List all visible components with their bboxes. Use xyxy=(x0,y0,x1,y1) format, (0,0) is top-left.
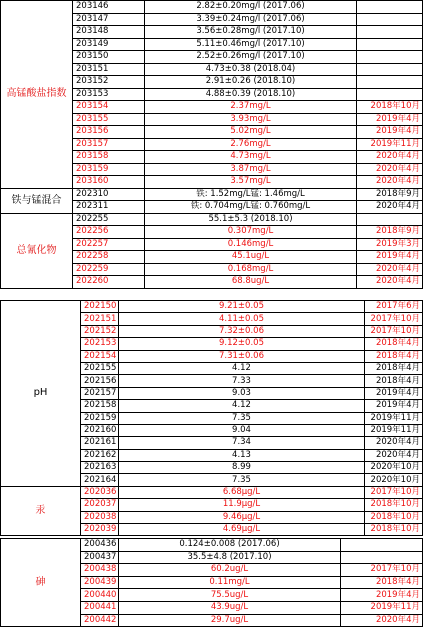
date-cell: 2018年4月 xyxy=(341,576,423,589)
date-cell: 2017年10月 xyxy=(341,564,423,577)
value-cell: 75.5ug/L xyxy=(119,589,341,602)
value-cell: 29.7ug/L xyxy=(119,614,341,627)
date-cell: 2018年9月 xyxy=(357,188,423,201)
code-cell: 202310 xyxy=(73,188,145,201)
code-cell: 202156 xyxy=(81,375,119,387)
code-cell: 200436 xyxy=(81,539,119,552)
code-cell: 202039 xyxy=(81,524,119,536)
date-cell: 2018年10月 xyxy=(365,499,423,511)
value-cell: 5.11±0.46mg/l (2017.10) xyxy=(145,38,357,51)
date-cell xyxy=(357,1,423,14)
code-cell: 203149 xyxy=(73,38,145,51)
date-cell: 2020年4月 xyxy=(357,263,423,276)
date-cell: 2018年10月 xyxy=(357,101,423,114)
table-row xyxy=(1,539,423,552)
value-cell: 3.56±0.28mg/l (2017.10) xyxy=(145,26,357,39)
date-cell: 2018年9月 xyxy=(357,226,423,239)
code-cell: 202151 xyxy=(81,313,119,325)
value-cell: 2.82±0.20mg/l (2017.06) xyxy=(145,1,357,14)
data-table xyxy=(0,0,423,289)
value-cell: 7.35 xyxy=(119,412,365,424)
value-cell: 0.168mg/L xyxy=(145,263,357,276)
data-table xyxy=(0,538,423,627)
value-cell: 68.8ug/L xyxy=(145,276,357,289)
value-cell: 4.12 xyxy=(119,362,365,374)
date-cell: 2020年4月 xyxy=(357,151,423,164)
date-cell: 2020年10月 xyxy=(365,462,423,474)
code-cell: 202162 xyxy=(81,449,119,461)
value-cell: 3.57mg/L xyxy=(145,176,357,189)
date-cell: 2018年10月 xyxy=(365,511,423,523)
table-section-3 xyxy=(0,538,423,627)
code-cell: 202153 xyxy=(81,338,119,350)
category-cell: 高锰酸盐指数 xyxy=(1,1,73,189)
date-cell: 2017年10月 xyxy=(365,313,423,325)
value-cell: 43.9ug/L xyxy=(119,601,341,614)
value-cell: 9.21±0.05 xyxy=(119,301,365,313)
code-cell: 202038 xyxy=(81,511,119,523)
date-cell: 2019年4月 xyxy=(341,589,423,602)
code-cell: 202152 xyxy=(81,325,119,337)
value-cell: 7.34 xyxy=(119,437,365,449)
date-cell: 2020年4月 xyxy=(357,276,423,289)
code-cell: 202256 xyxy=(73,226,145,239)
date-cell: 2018年4月 xyxy=(365,338,423,350)
value-cell: 4.69μg/L xyxy=(119,524,365,536)
value-cell: 11.9μg/L xyxy=(119,499,365,511)
code-cell: 203155 xyxy=(73,113,145,126)
code-cell: 202037 xyxy=(81,499,119,511)
value-cell: 7.31±0.06 xyxy=(119,350,365,362)
table-section-2 xyxy=(0,300,423,536)
value-cell: 9.04 xyxy=(119,424,365,436)
date-cell: 2019年11月 xyxy=(341,601,423,614)
date-cell xyxy=(341,539,423,552)
value-cell: 3.93mg/L xyxy=(145,113,357,126)
code-cell: 202260 xyxy=(73,276,145,289)
code-cell: 203156 xyxy=(73,126,145,139)
date-cell: 2020年4月 xyxy=(341,614,423,627)
date-cell: 2019年4月 xyxy=(357,126,423,139)
code-cell: 202158 xyxy=(81,400,119,412)
date-cell xyxy=(357,76,423,89)
date-cell xyxy=(357,63,423,76)
value-cell: 7.33 xyxy=(119,375,365,387)
code-cell: 202164 xyxy=(81,474,119,486)
table-section-1 xyxy=(0,0,423,289)
value-cell: 5.02mg/L xyxy=(145,126,357,139)
date-cell: 2017年10月 xyxy=(365,325,423,337)
value-cell: 7.32±0.06 xyxy=(119,325,365,337)
date-cell: 2018年4月 xyxy=(365,350,423,362)
code-cell: 202258 xyxy=(73,251,145,264)
date-cell: 2017年6月 xyxy=(365,301,423,313)
date-cell xyxy=(357,13,423,26)
code-cell: 203152 xyxy=(73,76,145,89)
code-cell: 202159 xyxy=(81,412,119,424)
code-cell: 202160 xyxy=(81,424,119,436)
date-cell xyxy=(357,88,423,101)
code-cell: 203151 xyxy=(73,63,145,76)
code-cell: 202257 xyxy=(73,238,145,251)
code-cell: 203160 xyxy=(73,176,145,189)
date-cell: 2020年4月 xyxy=(357,176,423,189)
code-cell: 200440 xyxy=(81,589,119,602)
date-cell: 2019年11月 xyxy=(357,138,423,151)
table-row xyxy=(1,213,423,226)
date-cell: 2018年4月 xyxy=(365,375,423,387)
value-cell: 9.12±0.05 xyxy=(119,338,365,350)
code-cell: 202150 xyxy=(81,301,119,313)
value-cell: 4.11±0.05 xyxy=(119,313,365,325)
code-cell: 200439 xyxy=(81,576,119,589)
date-cell: 2019年4月 xyxy=(357,113,423,126)
value-cell: 8.99 xyxy=(119,462,365,474)
category-cell: pH xyxy=(1,301,81,487)
value-cell: 0.146mg/L xyxy=(145,238,357,251)
date-cell: 2019年3月 xyxy=(357,238,423,251)
code-cell: 200442 xyxy=(81,614,119,627)
value-cell: 2.76mg/L xyxy=(145,138,357,151)
value-cell: 铁: 0.704mg/L锰: 0.760mg/L xyxy=(145,201,357,214)
code-cell: 202155 xyxy=(81,362,119,374)
value-cell: 4.73±0.38 (2018.04) xyxy=(145,63,357,76)
code-cell: 203150 xyxy=(73,51,145,64)
value-cell: 0.124±0.008 (2017.06) xyxy=(119,539,341,552)
value-cell: 4.88±0.39 (2018.10) xyxy=(145,88,357,101)
date-cell: 2019年4月 xyxy=(365,400,423,412)
value-cell: 4.13 xyxy=(119,449,365,461)
code-cell: 203157 xyxy=(73,138,145,151)
value-cell: 0.307mg/L xyxy=(145,226,357,239)
category-cell: 铁与锰混合 xyxy=(1,188,73,213)
code-cell: 203154 xyxy=(73,101,145,114)
date-cell: 2020年4月 xyxy=(357,201,423,214)
code-cell: 203147 xyxy=(73,13,145,26)
value-cell: 55.1±5.3 (2018.10) xyxy=(145,213,357,226)
code-cell: 203158 xyxy=(73,151,145,164)
value-cell: 6.68μg/L xyxy=(119,486,365,498)
value-cell: 9.03 xyxy=(119,387,365,399)
date-cell: 2017年10月 xyxy=(365,486,423,498)
value-cell: 7.35 xyxy=(119,474,365,486)
value-cell: 45.1ug/L xyxy=(145,251,357,264)
date-cell xyxy=(341,551,423,564)
value-cell: 2.37mg/L xyxy=(145,101,357,114)
table-row xyxy=(1,486,423,498)
code-cell: 202255 xyxy=(73,213,145,226)
category-cell: 砷 xyxy=(1,539,81,627)
code-cell: 203146 xyxy=(73,1,145,14)
code-cell: 202259 xyxy=(73,263,145,276)
date-cell xyxy=(357,213,423,226)
value-cell: 9.46μg/L xyxy=(119,511,365,523)
value-cell: 35.5±4.8 (2017.10) xyxy=(119,551,341,564)
value-cell: 铁: 1.52mg/L锰: 1.46mg/L xyxy=(145,188,357,201)
date-cell: 2019年4月 xyxy=(365,387,423,399)
code-cell: 202036 xyxy=(81,486,119,498)
date-cell: 2019年4月 xyxy=(357,251,423,264)
code-cell: 203153 xyxy=(73,88,145,101)
code-cell: 202154 xyxy=(81,350,119,362)
date-cell: 2020年10月 xyxy=(365,474,423,486)
value-cell: 0.11mg/L xyxy=(119,576,341,589)
value-cell: 4.73mg/L xyxy=(145,151,357,164)
table-row xyxy=(1,1,423,14)
value-cell: 60.2ug/L xyxy=(119,564,341,577)
table-row xyxy=(1,301,423,313)
code-cell: 200441 xyxy=(81,601,119,614)
category-cell: 汞 xyxy=(1,486,81,536)
code-cell: 202163 xyxy=(81,462,119,474)
code-cell: 202161 xyxy=(81,437,119,449)
value-cell: 4.12 xyxy=(119,400,365,412)
date-cell: 2019年11月 xyxy=(365,424,423,436)
date-cell xyxy=(357,51,423,64)
date-cell: 2018年10月 xyxy=(365,524,423,536)
code-cell: 200438 xyxy=(81,564,119,577)
date-cell: 2020年4月 xyxy=(365,449,423,461)
date-cell: 2020年4月 xyxy=(365,437,423,449)
date-cell xyxy=(357,26,423,39)
date-cell: 2020年4月 xyxy=(357,163,423,176)
category-cell: 总氰化物 xyxy=(1,213,73,288)
value-cell: 2.52±0.26mg/l (2017.10) xyxy=(145,51,357,64)
date-cell: 2019年11月 xyxy=(365,412,423,424)
date-cell xyxy=(357,38,423,51)
code-cell: 203148 xyxy=(73,26,145,39)
code-cell: 203159 xyxy=(73,163,145,176)
code-cell: 202311 xyxy=(73,201,145,214)
data-table xyxy=(0,300,423,536)
value-cell: 3.87mg/L xyxy=(145,163,357,176)
date-cell: 2018年4月 xyxy=(365,362,423,374)
value-cell: 3.39±0.24mg/l (2017.06) xyxy=(145,13,357,26)
value-cell: 2.91±0.26 (2018.10) xyxy=(145,76,357,89)
code-cell: 202157 xyxy=(81,387,119,399)
code-cell: 200437 xyxy=(81,551,119,564)
table-row xyxy=(1,188,423,201)
